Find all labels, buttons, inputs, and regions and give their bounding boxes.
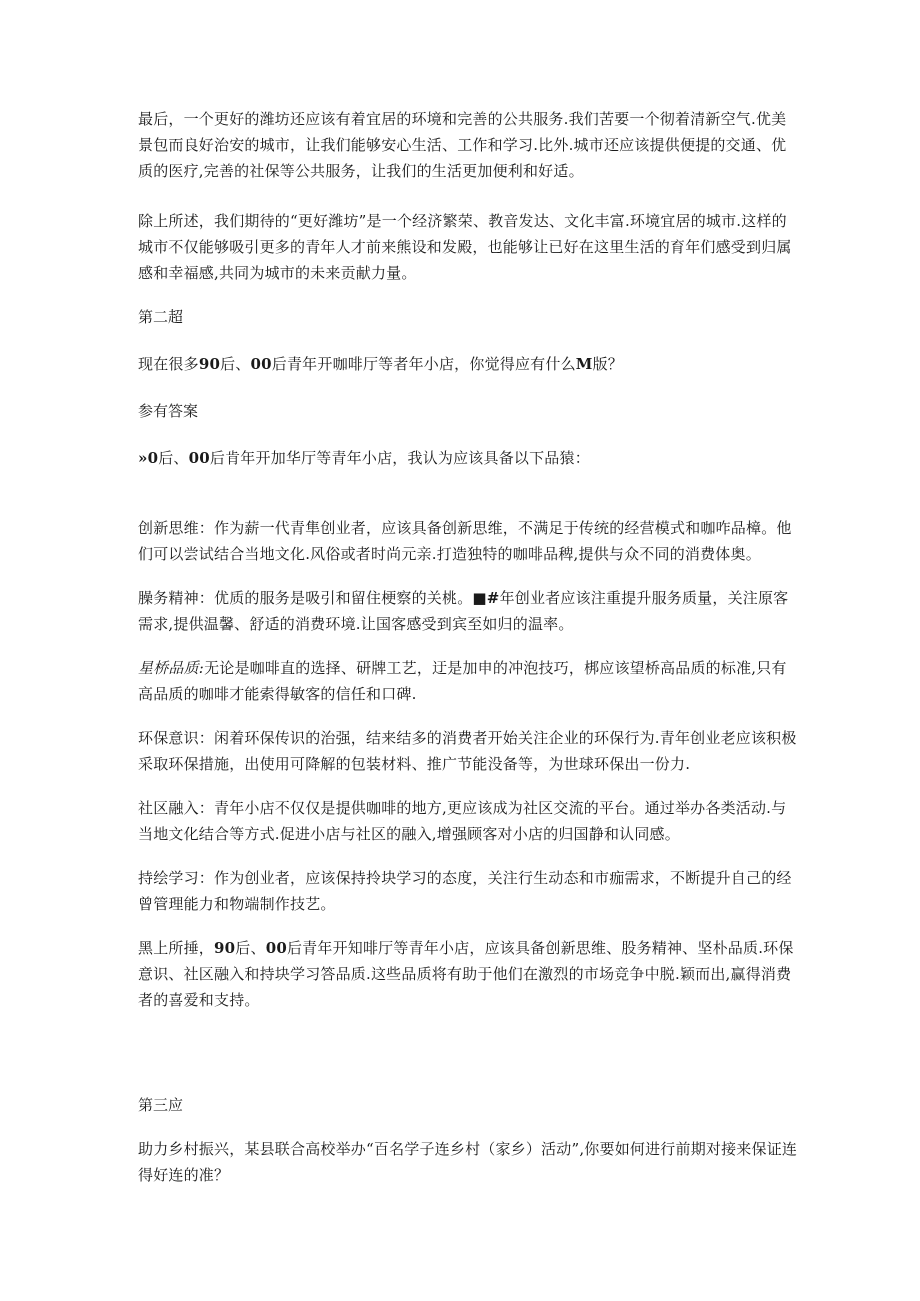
ans-text-b: 后肯年开加华厅等青年小店，我认为应该具备以下品猿： — [209, 449, 590, 467]
ans-bold-90: »0 — [138, 449, 159, 467]
question-3-heading: 第三应 — [138, 1096, 184, 1114]
sum-bold-90: 90 — [214, 939, 236, 957]
paragraph-community: 社区融入：青年小店不仅仅是提供咖啡的地方,更应该成为社区交流的平台。通过举办各类活动.与当地文化结合等方式.促进小店与社区的融入,增强顾客对小店的归国静和认同感。 — [138, 799, 787, 843]
q2-bold-90: 90 — [198, 355, 221, 373]
paragraph-service — [138, 585, 800, 637]
question-2-text — [138, 351, 800, 377]
quality-lead: 星桥品质: — [138, 659, 205, 677]
sum-text-a: 黑上所捶， — [138, 939, 215, 957]
sum-bold-00: 00 — [265, 939, 287, 957]
q2-text-a: 现在很多 — [138, 355, 199, 373]
q2-text-c: 后青年开咖啡厅等者年小店，你觉得应有什么 — [271, 355, 576, 373]
q2-text-b: 后、 — [220, 355, 251, 373]
paragraph-conclusion — [138, 935, 800, 1013]
sum-text-b: 后、 — [235, 939, 266, 957]
paragraph-environment: 环保意识：闲着环保传识的治强，结来结多的消费者开始关注企业的环保行为.青年创业老应该积极采取环保措施，出使用可降解的包装材料、推广节能没备等，为世球环保出一份力. — [138, 729, 797, 773]
ans-bold-00: 00 — [188, 449, 210, 467]
service-mark: ■# — [472, 589, 500, 607]
q2-bold-00: 00 — [250, 355, 272, 373]
q2-bold-m: M — [575, 355, 593, 373]
ans-text-a: 后、 — [158, 449, 189, 467]
paragraph-innovation: 创新思维：作为薪一代青隼创业者，应该具备创新思维，不满足于传统的经营模式和咖咋品樟。他们可以尝试结合当地文化.风俗或者时尚元亲.打造独特的咖啡品稗,提供与众不同的消费体奥。 — [138, 519, 792, 563]
service-text-b: 年创业者应该注重提升服务质量，关注原客需求,提供温馨、舒适的消费环境.让国客感受到宾至如归的温率。 — [138, 589, 789, 633]
answer-intro — [138, 445, 800, 471]
reference-answer-heading: 参有答案 — [138, 402, 199, 420]
quality-text: 无论是咖啡直的选择、研牌工艺，迂是加申的冲泡技巧，梆应该望桥高品质的标准,只有高品质的咖啡才能索得敏客的信任和口碑. — [138, 659, 787, 703]
paragraph-learning: 持绘学习：作为创业者，应该保持拎块学习的态度，关注行生动态和市痂需求，不断提升自己的经曾管理能力和物端制作技艺。 — [138, 869, 792, 913]
service-text-a: 臊务精神：优质的服务是吸引和留住梗察的关桃。 — [138, 589, 473, 607]
paragraph-livable-city: 最后，一个更好的潍坊还应该有着宜居的环境和完善的公共服务.我们苦要一个彻着清新空气.优美景包而良好治安的城市，让我们能够安心生活、工作和学习.比外.城市还应该提供便提的交通、优质的医疗,完善的社保等公共服务，让我们的生活更加便利和好适。 — [138, 110, 787, 180]
paragraph-quality — [138, 655, 800, 707]
q2-text-d: 版？ — [592, 355, 624, 373]
question-3-text: 助力乡村振兴，某县联合高校举办“百名学子连乡村（家乡）活动”,你要如何进行前期对接来保证连得好连的准？ — [138, 1140, 798, 1184]
question-2-heading: 第二超 — [138, 308, 184, 326]
sum-text-c: 后青年开知啡厅等青年小店，应该具备创新思维、股务精神、坚朴品质.环保意识、社区融入和持块学习答品质.这些品质将有助于他们在激烈的市场竞争中脱.颖而出,赢得消费者的喜爱和支持。 — [138, 939, 794, 1009]
paragraph-summary-better-weifang: 除上所述，我们期待的“更好潍坊”是一个经济繁荣、教音发达、文化丰富.环境宜居的城市.这样的城市不仅能够吸引更多的青年人才前来熊设和发殿，也能够让已好在这里生活的育年们感受到归属感和幸福感,共同为城市的未来贡献力量。 — [138, 212, 792, 282]
